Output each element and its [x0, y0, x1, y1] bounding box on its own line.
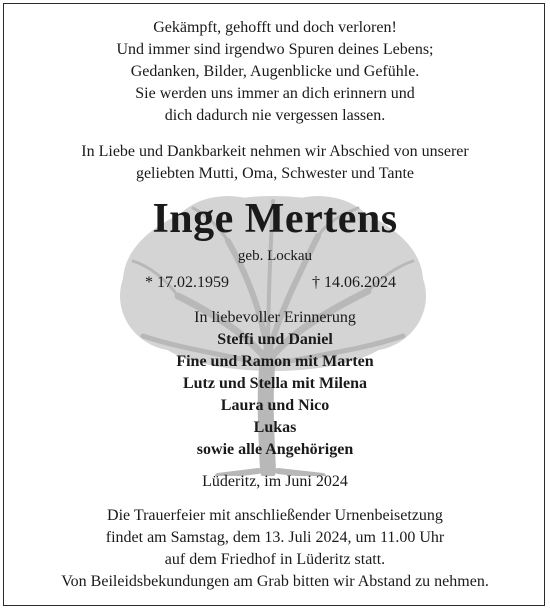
- funeral-info-line: auf dem Friedhof in Lüderitz statt.: [164, 551, 386, 568]
- funeral-info-line: Die Trauerfeier mit anschließender Urnenbeisetzung: [107, 507, 443, 524]
- mourners-heading: In liebevoller Erinnerung: [194, 309, 356, 326]
- mourner-name: Steffi und Daniel: [217, 331, 333, 348]
- birth-date: * 17.02.1959: [145, 274, 229, 291]
- poem-line: Sie werden uns immer an dich erinnern und: [135, 85, 415, 102]
- mourner-name: Lutz und Stella mit Milena: [182, 375, 367, 392]
- mourner-name: Lukas: [253, 419, 297, 436]
- poem-line: dich dadurch nie vergessen lassen.: [164, 107, 386, 124]
- place-date: Lüderitz, im Juni 2024: [202, 473, 348, 490]
- poem-line: Gekämpft, gehofft und doch verloren!: [153, 19, 397, 36]
- mourner-name: Laura und Nico: [220, 397, 330, 414]
- intro-line: geliebten Mutti, Oma, Schwester und Tante: [135, 165, 415, 182]
- death-date: † 14.06.2024: [312, 274, 396, 291]
- mourner-name: sowie alle Angehörigen: [196, 441, 354, 458]
- maiden-name: geb. Lockau: [237, 248, 313, 264]
- poem-line: Und immer sind irgendwo Spuren deines Lebens;: [116, 41, 434, 58]
- mourner-name: Fine und Ramon mit Marten: [176, 353, 374, 370]
- intro-line: In Liebe und Dankbarkeit nehmen wir Abschied von unserer: [81, 143, 469, 160]
- funeral-info-line: Von Beileidsbekundungen am Grab bitten wir Abstand zu nehmen.: [61, 573, 489, 590]
- deceased-name: Inge Mertens: [152, 196, 398, 242]
- poem-line: Gedanken, Bilder, Augenblicke und Gefühle.: [130, 63, 420, 80]
- funeral-info-line: findet am Samstag, dem 13. Juli 2024, um 11.00 Uhr: [105, 529, 445, 546]
